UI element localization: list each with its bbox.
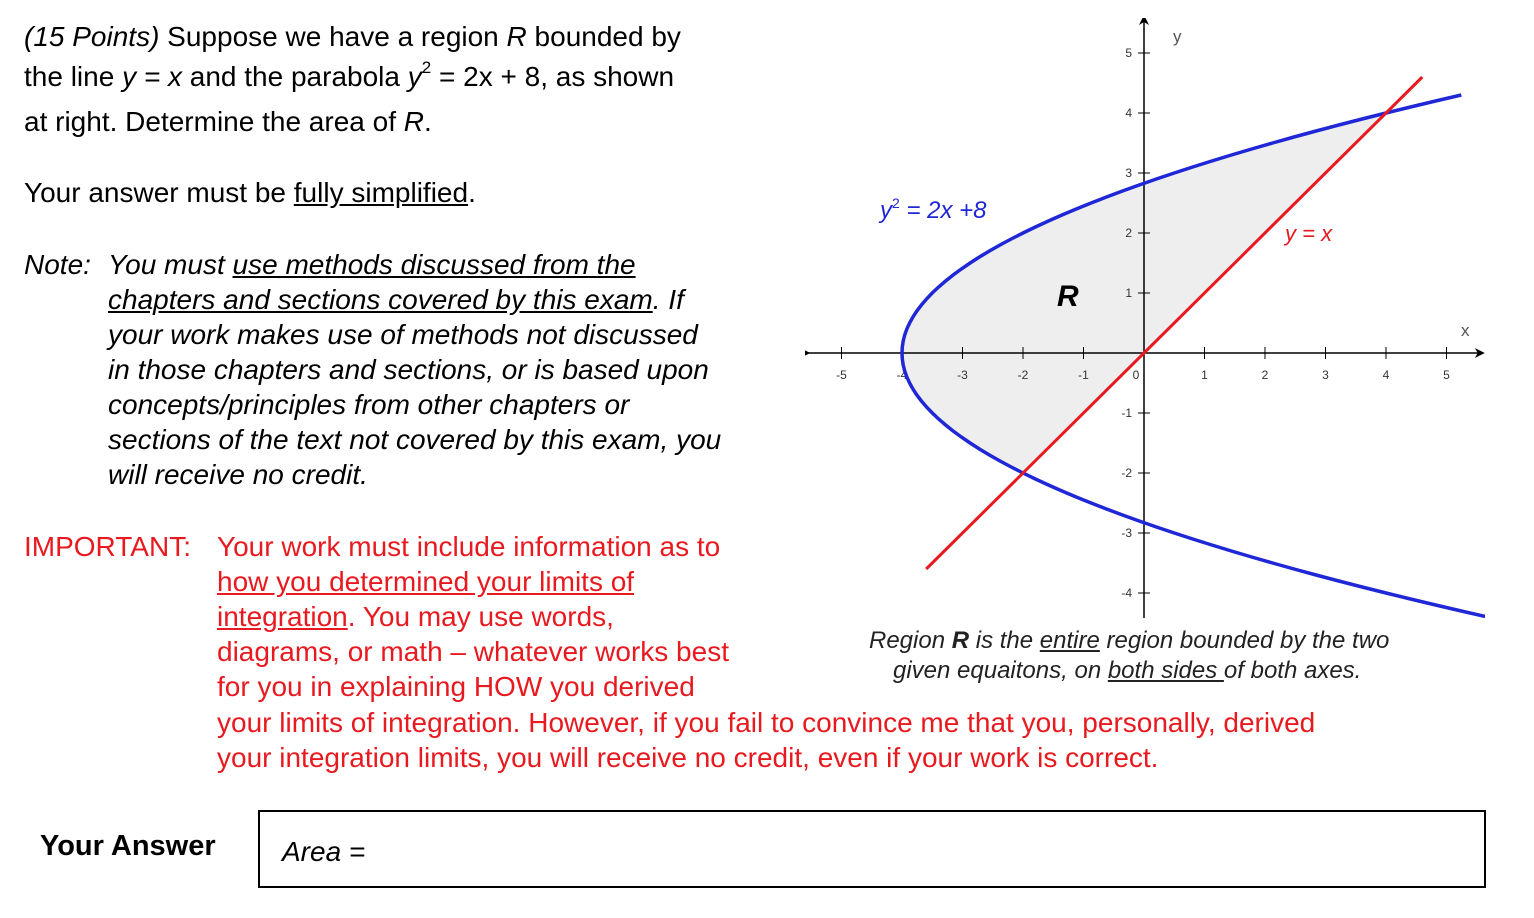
important-underlined: integration (217, 601, 348, 632)
problem-text: Suppose we have a region (159, 21, 507, 52)
parabola-y: y (407, 61, 422, 92)
x-tick-label: 4 (1382, 368, 1390, 382)
x-tick-label: -3 (957, 368, 968, 382)
problem-text: and the parabola (182, 61, 408, 92)
note-label: Note: (24, 249, 91, 280)
caption-underlined: both sides (1107, 657, 1224, 684)
problem-line-2 (24, 59, 674, 94)
points-label: (15 Points) (24, 21, 160, 52)
x-tick-label: 3 (1322, 368, 1329, 382)
note-text: . If (652, 284, 684, 315)
y-tick-label: 3 (1125, 166, 1132, 180)
note-line-1 (108, 247, 636, 282)
important-line-1: Your work must include information as to (217, 531, 721, 562)
note-underlined: use methods discussed from the (232, 249, 636, 280)
line-equation: y = x (122, 61, 182, 92)
caption-text: given equaitons, on (893, 657, 1108, 684)
simplified-instruction (24, 175, 476, 210)
x-tick-label: -2 (1017, 368, 1029, 382)
problem-text: , as shown (540, 61, 675, 92)
x-tick-label: 1 (1201, 368, 1208, 382)
answer-field[interactable] (258, 810, 1486, 888)
area-label: Area = (282, 836, 366, 867)
important-label: IMPORTANT: (24, 531, 191, 562)
simplified-prefix: Your answer must be (24, 177, 294, 208)
your-answer-label: Your Answer (40, 830, 216, 862)
problem-text: the line (24, 61, 123, 92)
problem-line-1 (24, 19, 681, 54)
simplified-suffix: . (468, 177, 476, 208)
x-axis-label: x (1461, 321, 1470, 340)
x-tick-label: 0 (1132, 368, 1140, 382)
problem-text: bounded by (526, 21, 681, 52)
note-line-6: sections of the text not covered by this exam, you (108, 424, 722, 455)
parabola-label (878, 195, 987, 224)
y-tick-label: 1 (1125, 286, 1132, 300)
note-underlined: chapters and sections covered by this exam (108, 284, 653, 315)
y-axis-label: y (1173, 27, 1182, 46)
note-line-2 (108, 282, 684, 317)
caption-line-1 (869, 626, 1389, 656)
y-tick-label: -3 (1121, 526, 1132, 540)
region-graph (805, 18, 1485, 618)
important-line-2: how you determined your limits of (217, 566, 635, 597)
parabola-exponent: 2 (421, 58, 432, 77)
caption-text: is the (969, 627, 1040, 654)
x-tick-label: -4 (896, 368, 908, 382)
important-line-6: your limits of integration. However, if you fail to convince me that you, personally, derived (217, 707, 1316, 738)
important-line-4: diagrams, or math – whatever works best (217, 636, 729, 667)
parabola-label-rhs: = 2x +8 (899, 197, 987, 224)
y-tick-label: -2 (1121, 466, 1132, 480)
y-tick-label: 5 (1125, 46, 1132, 60)
parabola-equation (407, 58, 541, 92)
note-line-5: concepts/principles from other chapters or (108, 389, 630, 420)
caption-region: R (951, 627, 970, 654)
caption-text: of both axes. (1223, 657, 1362, 684)
problem-text: at right. Determine the area of (24, 106, 404, 137)
parabola-rhs: = 2x + 8 (431, 61, 541, 92)
note-line-4: in those chapters and sections, or is based upon (108, 354, 709, 385)
caption-line-2 (893, 656, 1361, 686)
region-variable: R (506, 21, 527, 52)
important-line-3 (217, 599, 614, 634)
line-label: y = x (1285, 221, 1333, 246)
problem-text: . (423, 106, 432, 137)
simplified-underlined: fully simplified (293, 177, 469, 208)
important-line-7: your integration limits, you will receive no credit, even if your work is correct. (217, 742, 1159, 773)
x-tick-label: -5 (836, 368, 847, 382)
y-tick-label: -1 (1121, 406, 1132, 420)
important-text: . You may use words, (347, 601, 614, 632)
y-tick-label: 2 (1125, 226, 1132, 240)
important-line-5: for you in explaining HOW you derived (217, 671, 695, 702)
region-label: R (1057, 280, 1079, 313)
problem-line-3 (24, 104, 432, 139)
note-line-3: your work makes use of methods not discussed (108, 319, 698, 350)
caption-text: region bounded by the two (1099, 627, 1390, 654)
note-text: You must (108, 249, 233, 280)
x-tick-label: 2 (1261, 368, 1269, 382)
parabola-label-y: y (880, 197, 892, 224)
region-variable: R (403, 106, 424, 137)
x-tick-label: -1 (1078, 368, 1089, 382)
x-tick-label: 5 (1443, 368, 1450, 382)
y-tick-label: 4 (1125, 106, 1132, 120)
caption-text: Region (869, 627, 952, 654)
note-line-7: will receive no credit. (108, 459, 368, 490)
y-tick-label: -4 (1121, 586, 1132, 600)
caption-underlined: entire (1039, 627, 1100, 654)
parabola-label-exp: 2 (892, 195, 900, 211)
